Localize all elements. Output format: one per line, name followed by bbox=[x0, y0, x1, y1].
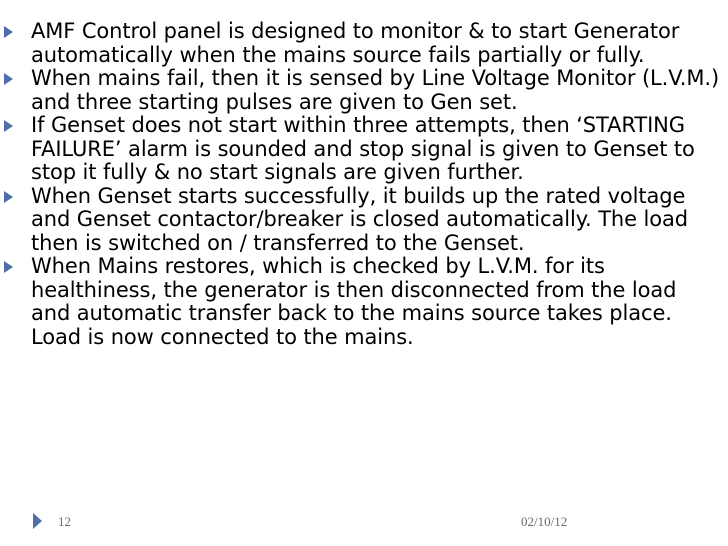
bullet-item bbox=[0, 67, 728, 114]
bullet-text: AMF Control panel is designed to monitor & to start Generator automatically when the mains source fails partially or fully. bbox=[31, 19, 680, 67]
footer-date: 02/10/12 bbox=[521, 514, 568, 529]
bullet-list bbox=[0, 20, 728, 349]
bullet-text: When mains fail, then it is sensed by Line Voltage Monitor (L.V.M.) and three starting pulses are given to Gen set. bbox=[31, 66, 720, 114]
triangle-bullet-icon bbox=[4, 191, 13, 203]
triangle-marker-icon bbox=[33, 513, 42, 529]
bullet-item bbox=[0, 114, 728, 185]
bullet-text: When Mains restores, which is checked by L.V.M. for its healthiness, the generator is then disconnected from the load and automatic transfer back to the mains source takes place. Load is now connected to the mains. bbox=[31, 254, 677, 349]
page-number: 12 bbox=[58, 514, 71, 529]
bullet-item bbox=[0, 255, 728, 349]
bullet-item bbox=[0, 20, 728, 67]
triangle-bullet-icon bbox=[4, 26, 13, 38]
bullet-text: If Genset does not start within three attempts, then ‘STARTING FAILURE’ alarm is sounded and stop signal is given to Genset to stop it fully & no start signals are given further. bbox=[31, 113, 695, 184]
triangle-bullet-icon bbox=[4, 261, 13, 273]
bullet-text: When Genset starts successfully, it builds up the rated voltage and Genset contactor/breaker is closed automatically. The load then is switched on / transferred to the Genset. bbox=[31, 183, 689, 255]
triangle-bullet-icon bbox=[4, 73, 13, 85]
bullet-item bbox=[0, 185, 728, 256]
triangle-bullet-icon bbox=[4, 120, 13, 132]
